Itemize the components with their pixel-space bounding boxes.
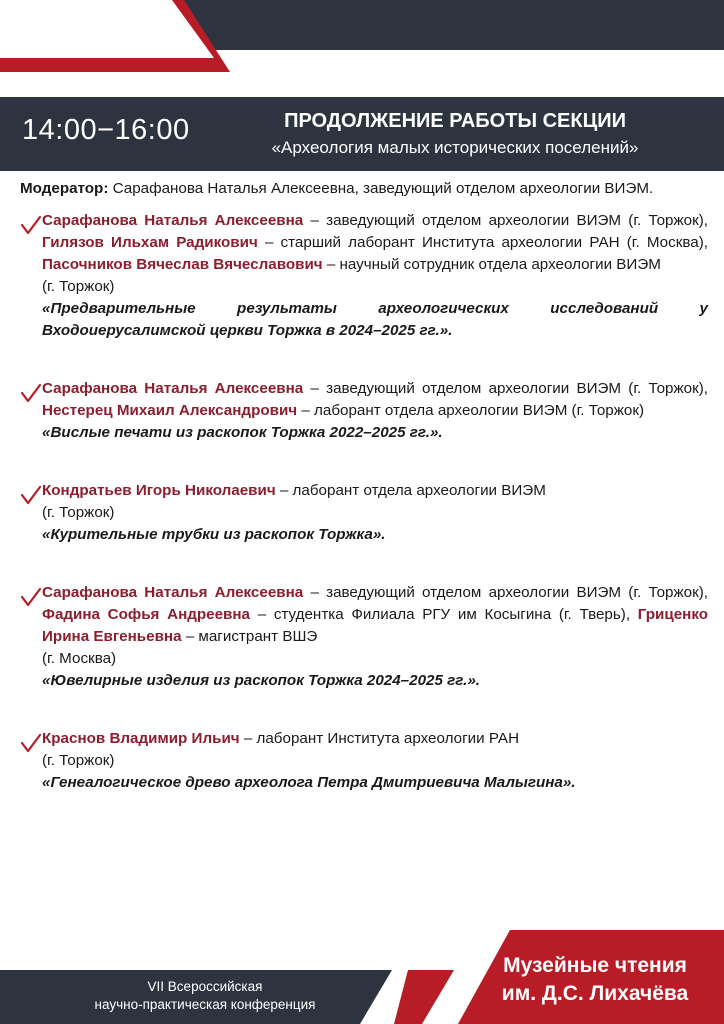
author-role: – магистрант ВШЭ <box>181 628 318 645</box>
author-city: (г. Москва) <box>42 650 117 667</box>
author-role: – заведующий отделом археологии ВИЭМ (г. Торжок), <box>303 380 708 397</box>
author-role: – заведующий отделом археологии ВИЭМ (г. Торжок), <box>303 584 708 601</box>
author-role: – научный сотрудник отдела археологии ВИЭМ <box>322 256 661 273</box>
talk-title: «Генеалогическое древо археолога Петра Дмитриевича Малыгина». <box>42 774 576 791</box>
talk-title: «Курительные трубки из раскопок Торжка». <box>42 526 386 543</box>
talk-item <box>20 378 708 444</box>
author-role: – лаборант отдела археологии ВИЭМ <box>275 482 546 499</box>
checkmark-icon <box>20 214 42 236</box>
author-role: – студентка Филиала РГУ им Косыгина (г. Тверь), <box>250 606 638 623</box>
session-time: 14:00−16:00 <box>22 114 190 146</box>
author-role: – лаборант Института археологии РАН <box>239 730 520 747</box>
brand-line-1: Музейные чтения <box>503 954 687 977</box>
brand-line-2: им. Д.С. Лихачёва <box>501 982 689 1005</box>
author-name: Кондратьев Игорь Николаевич <box>42 482 276 499</box>
author-city: (г. Торжок) <box>42 278 115 295</box>
brand-title <box>486 952 704 1008</box>
moderator <box>20 178 708 200</box>
talk-item <box>20 210 708 342</box>
checkmark-icon <box>20 732 42 754</box>
author-name: Сарафанова Наталья Алексеевна <box>42 584 304 601</box>
author-name: Нестерец Михаил Александрович <box>42 402 298 419</box>
author-name: Сарафанова Наталья Алексеевна <box>42 212 304 229</box>
author-name: Гилязов Ильхам Радикович <box>42 234 258 251</box>
session-subtitle: «Археология малых исторических поселений» <box>271 138 639 157</box>
footer-red-strip <box>394 970 454 1024</box>
talk-item <box>20 480 708 546</box>
author-name: Краснов Владимир Ильич <box>42 730 240 747</box>
conference-line-1: VII Всероссийская <box>147 979 263 994</box>
author-city: (г. Торжок) <box>42 504 115 521</box>
author-role: – старший лаборант Института археологии РАН (г. Москва), <box>257 234 708 251</box>
checkmark-icon <box>20 484 42 506</box>
session-title: ПРОДОЛЖЕНИЕ РАБОТЫ СЕКЦИИ <box>284 110 626 132</box>
author-city: (г. Торжок) <box>42 752 115 769</box>
talk-item <box>20 582 708 692</box>
talk-title: «Предварительные результаты археологических исследований у Входоиерусалимской церкви Торжка в 2024–2025 гг.». <box>42 300 708 339</box>
conference-line-2: научно-практическая конференция <box>94 997 316 1012</box>
talk-item <box>20 728 708 794</box>
conference-name <box>40 978 370 1014</box>
checkmark-icon <box>20 586 42 608</box>
program-content <box>20 178 708 794</box>
author-name: Гриценко Ирина Евгеньевна <box>42 606 709 645</box>
author-name: Пасочников Вячеслав Вячеславович <box>42 256 323 273</box>
author-role: – заведующий отделом археологии ВИЭМ (г. Торжок), <box>303 212 708 229</box>
moderator-label: Модератор: <box>20 180 109 197</box>
checkmark-icon <box>20 382 42 404</box>
author-name: Сарафанова Наталья Алексеевна <box>42 380 304 397</box>
author-role: – лаборант отдела археологии ВИЭМ (г. Торжок) <box>297 402 645 419</box>
author-name: Фадина Софья Андреевна <box>42 606 251 623</box>
talk-title: «Ювелирные изделия из раскопок Торжка 2024–2025 гг.». <box>42 672 481 689</box>
talk-title: «Вислые печати из раскопок Торжка 2022–2025 гг.». <box>42 424 443 441</box>
moderator-text: Сарафанова Наталья Алексеевна, заведующий отделом археологии ВИЭМ. <box>108 180 654 197</box>
